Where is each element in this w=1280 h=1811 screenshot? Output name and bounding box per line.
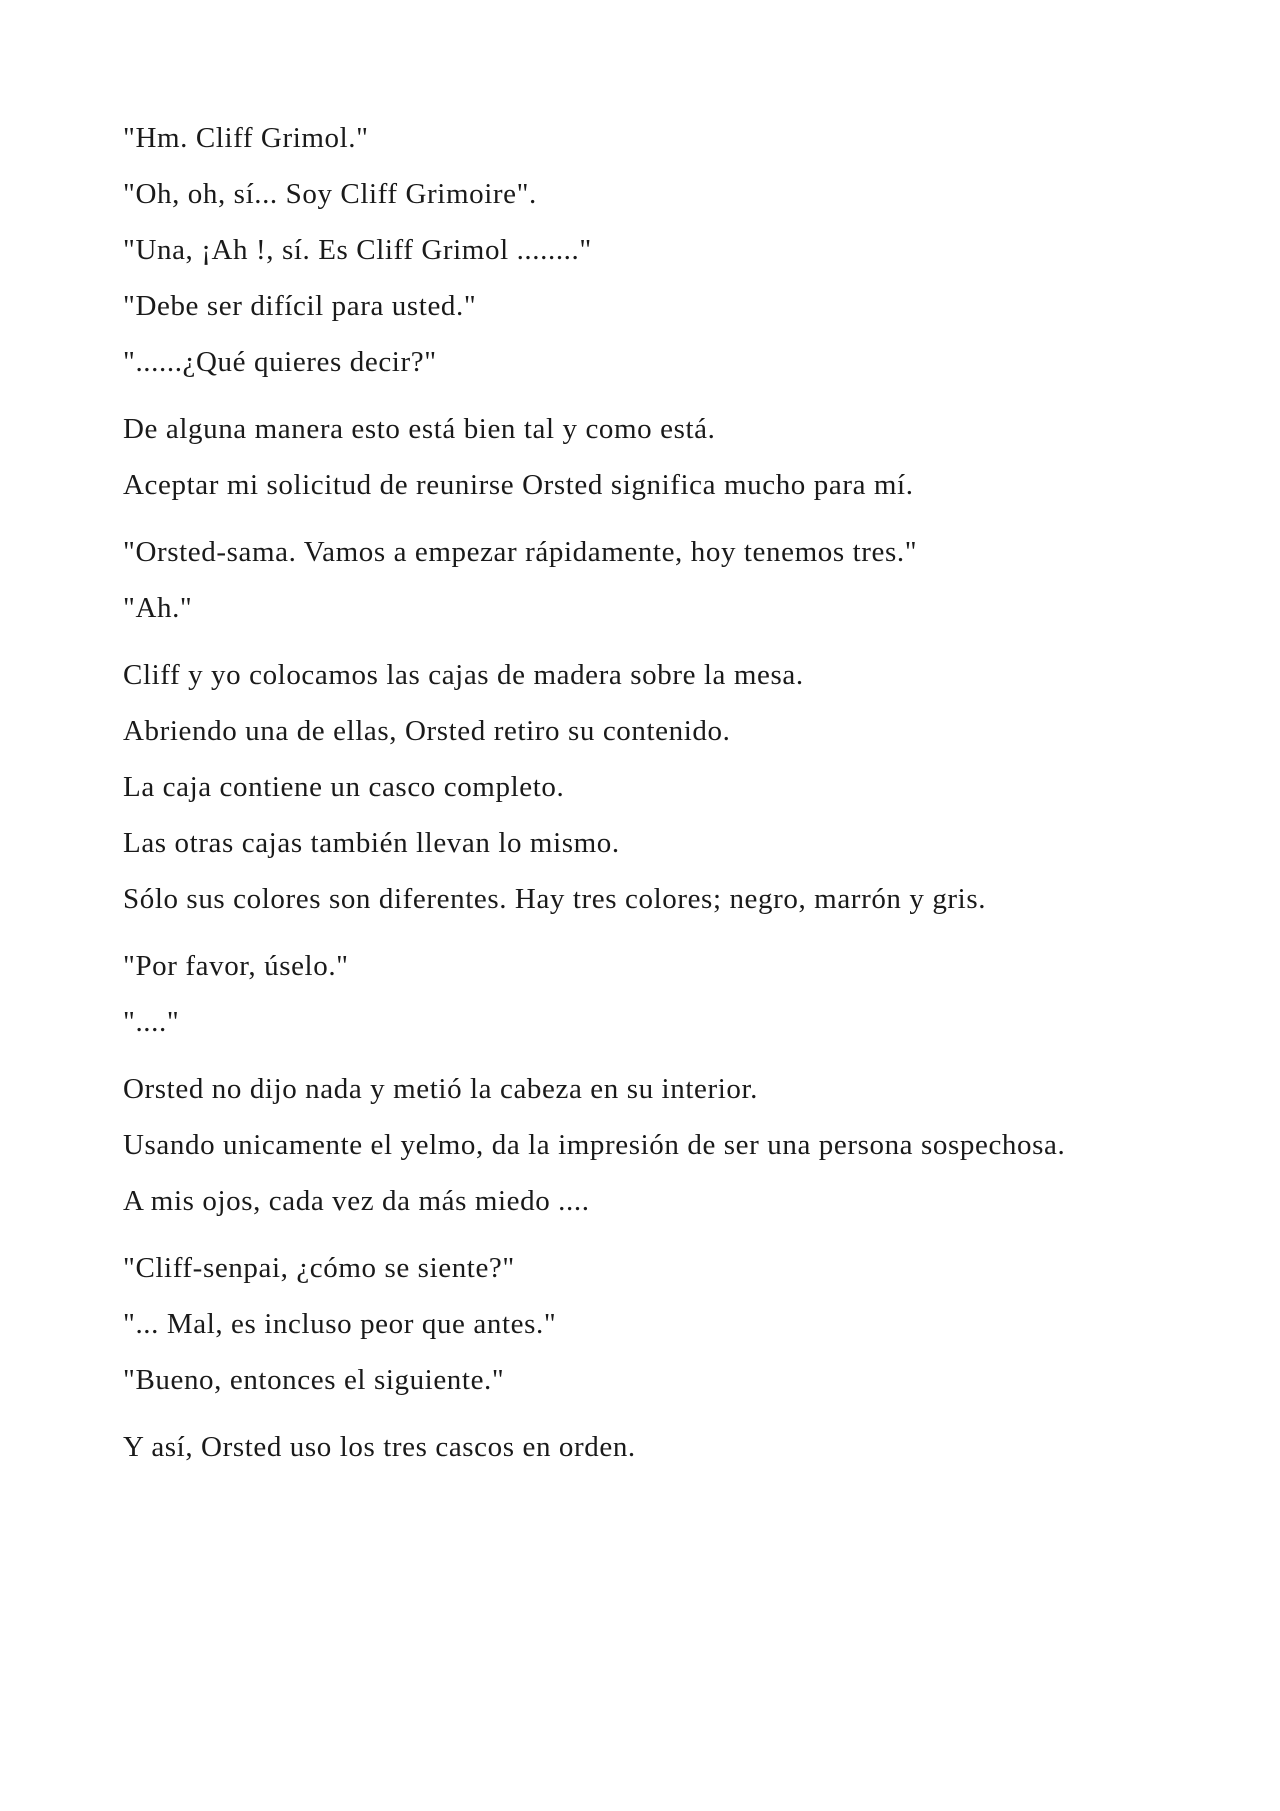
text-line: Abriendo una de ellas, Orsted retiro su contenido.	[123, 715, 731, 747]
text-line: "Orsted-sama. Vamos a empezar rápidamente, hoy tenemos tres."	[123, 536, 918, 568]
text-line: Orsted no dijo nada y metió la cabeza en su interior.	[123, 1073, 758, 1105]
text-line: "Una, ¡Ah !, sí. Es Cliff Grimol ........"	[123, 234, 592, 266]
paragraph-narration-2	[123, 655, 1163, 920]
text-line: La caja contiene un casco completo.	[123, 771, 565, 803]
text-line: "Debe ser difícil para usted."	[123, 290, 477, 322]
paragraph-dialogue-intro	[123, 118, 1163, 383]
text-line: "... Mal, es incluso peor que antes."	[123, 1308, 557, 1340]
text-line: "Bueno, entonces el siguiente."	[123, 1364, 505, 1396]
text-line: "...."	[123, 1006, 180, 1038]
document-page	[123, 118, 1163, 1494]
paragraph-narration-4	[123, 1427, 1163, 1468]
text-line: Aceptar mi solicitud de reunirse Orsted significa mucho para mí.	[123, 469, 914, 501]
paragraph-narration-3	[123, 1069, 1163, 1222]
text-line: "......¿Qué quieres decir?"	[123, 346, 437, 378]
paragraph-dialogue-3	[123, 946, 1163, 1043]
paragraph-dialogue-4	[123, 1248, 1163, 1401]
text-line: "Oh, oh, sí... Soy Cliff Grimoire".	[123, 178, 537, 210]
text-line: Usando unicamente el yelmo, da la impresión de ser una persona sospechosa.	[123, 1129, 1066, 1161]
text-line: "Por favor, úselo."	[123, 950, 349, 982]
text-line: "Cliff-senpai, ¿cómo se siente?"	[123, 1252, 515, 1284]
text-line: Las otras cajas también llevan lo mismo.	[123, 827, 620, 859]
paragraph-dialogue-2	[123, 532, 1163, 629]
text-line: Cliff y yo colocamos las cajas de madera sobre la mesa.	[123, 659, 804, 691]
text-line: "Ah."	[123, 592, 193, 624]
text-line: A mis ojos, cada vez da más miedo ....	[123, 1185, 590, 1217]
text-line: Y así, Orsted uso los tres cascos en orden.	[123, 1431, 636, 1463]
paragraph-narration-1	[123, 409, 1163, 506]
text-line: Sólo sus colores son diferentes. Hay tres colores; negro, marrón y gris.	[123, 883, 987, 915]
text-line: De alguna manera esto está bien tal y como está.	[123, 413, 716, 445]
text-line: "Hm. Cliff Grimol."	[123, 122, 369, 154]
